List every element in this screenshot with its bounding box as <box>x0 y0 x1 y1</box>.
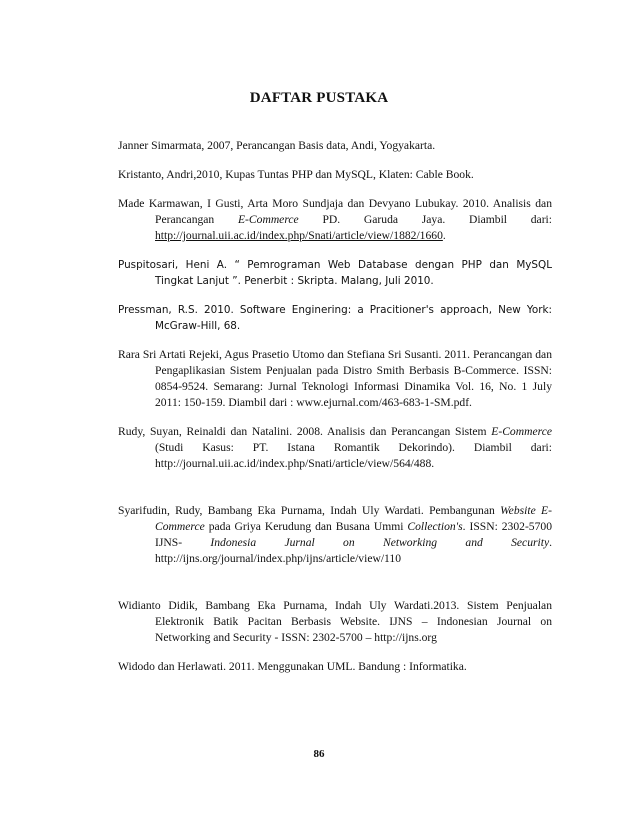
reference-text: (Studi Kasus: PT. Istana Romantik Dekorindo). Diambil dari: http://journal.uii.ac.id/index.php/Snati/article/view/564/488. <box>155 441 552 470</box>
reference-italic-text: E-Commerce <box>237 213 299 226</box>
reference-italic-text: E-Commerce <box>491 425 552 438</box>
reference-entry <box>118 167 552 183</box>
reference-entry <box>118 138 552 154</box>
reference-text: Syarifudin, Rudy, Bambang Eka Purnama, Indah Uly Wardati. Pembangunan <box>118 504 501 517</box>
reference-entry <box>118 659 552 675</box>
reference-text: PD. Garuda Jaya. Diambil dari: <box>298 213 552 226</box>
reference-text: Janner Simarmata, 2007, Perancangan Basis data, Andi, Yogyakarta. <box>118 139 436 152</box>
reference-entry <box>118 347 552 411</box>
reference-italic-text: Website E-Commerce <box>155 504 552 533</box>
reference-text: Kristanto, Andri,2010, Kupas Tuntas PHP dan MySQL, Klaten: Cable Book. <box>118 168 474 181</box>
page-title: DAFTAR PUSTAKA <box>249 90 389 106</box>
reference-text: . http://ijns.org/journal/index.php/ijns/article/view/110 <box>155 536 553 565</box>
reference-text: Rara Sri Artati Rejeki, Agus Prasetio Utomo dan Stefiana Sri Susanti. 2011. Perancangan dan Pengaplikasian Sistem Penjualan pada Distro Smith Berbasis B-Commerce. ISSN: 0854-9524. Semarang: Jurnal Teknologi Informasi Dinamika Vol. 16, No. 1 July 2011: 150-159. Diambil dari : www.ejurnal.com/463-683-1-SM.pdf. <box>118 348 552 409</box>
reference-text: Made Karmawan, I Gusti, Arta Moro Sundjaja dan Devyano Lubukay. 2010. Analisis dan Perancangan <box>118 197 552 226</box>
reference-entry <box>118 503 552 567</box>
reference-link[interactable]: http://journal.uii.ac.id/index.php/Snati/article/view/1882/1660 <box>155 229 443 242</box>
reference-text: Rudy, Suyan, Reinaldi dan Natalini. 2008. Analisis dan Perancangan Sistem <box>118 425 492 438</box>
reference-italic-text: Collection's <box>407 520 463 533</box>
reference-text: . <box>442 229 446 242</box>
reference-text: Widianto Didik, Bambang Eka Purnama, Indah Uly Wardati.2013. Sistem Penjualan Elektronik Batik Pacitan Berbasis Website. IJNS – Indonesian Journal on Networking and Security - ISSN: 2302-5700 – http://ijns.org <box>118 599 552 644</box>
reference-list <box>118 138 552 675</box>
reference-entry <box>118 196 552 244</box>
reference-text: . ISSN: 2302-5700 IJNS- <box>155 520 552 549</box>
page-number: 86 <box>313 748 325 760</box>
reference-entry <box>118 257 552 289</box>
reference-entry <box>118 424 552 472</box>
reference-italic-text: Indonesia Jurnal on Networking and Security <box>210 536 550 549</box>
reference-text: Puspitosari, Heni A. “ Pemrograman Web Database dengan PHP dan MySQL Tingkat Lanjut ”. Penerbit : Skripta. Malang, Juli 2010. <box>118 259 552 287</box>
reference-text: Widodo dan Herlawati. 2011. Menggunakan UML. Bandung : Informatika. <box>118 660 467 673</box>
reference-text: Pressman, R.S. 2010. Software Enginering: a Pracitioner's approach, New York: McGraw-Hill, 68. <box>118 304 552 332</box>
reference-entry <box>118 302 552 334</box>
reference-entry <box>118 598 552 646</box>
reference-text: pada Griya Kerudung dan Busana Ummi <box>204 520 408 533</box>
